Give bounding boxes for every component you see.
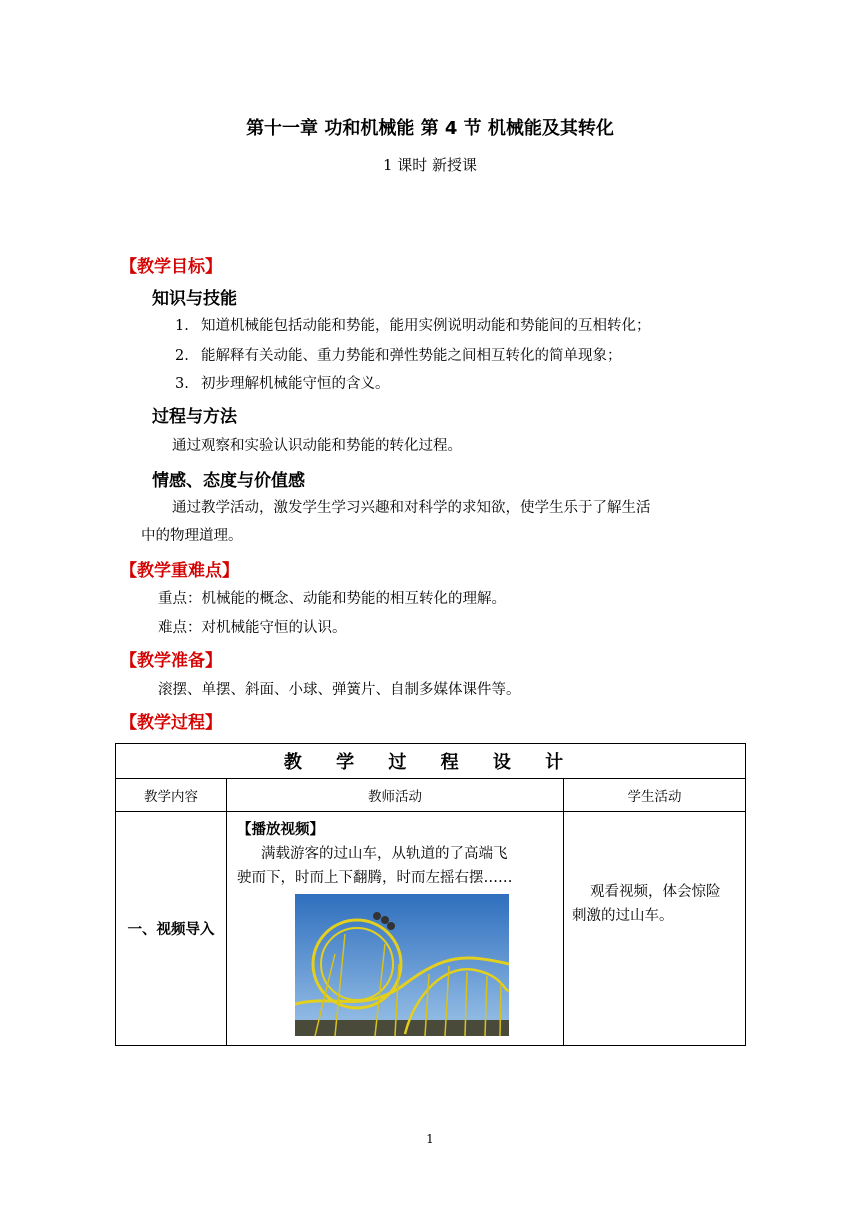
- teaching-process-table: [115, 743, 746, 1046]
- page-title: 第十一章 功和机械能 第 4 节 机械能及其转化: [246, 118, 614, 139]
- preparation-heading: 【教学准备】: [120, 651, 222, 671]
- table-title: 教 学 过 程 设 计: [116, 744, 746, 779]
- teacher-activity-heading: 【播放视频】: [237, 822, 324, 838]
- column-header-student: 学生活动: [564, 779, 746, 812]
- emotion-heading: 情感、态度与价值感: [152, 471, 305, 491]
- process-text: 通过观察和实验认识动能和势能的转化过程。: [172, 438, 462, 454]
- key-points-heading: 【教学重难点】: [120, 561, 239, 581]
- page-number: 1: [426, 1132, 434, 1146]
- table-row: [116, 812, 746, 1046]
- item-text: 能解释有关动能、重力势能和弹性势能之间相互转化的简单现象；: [201, 348, 622, 364]
- column-header-teacher: 教师活动: [227, 779, 564, 812]
- student-activity-cell: [564, 812, 746, 1046]
- difficult-point-text: 难点：对机械能守恒的认识。: [158, 620, 347, 636]
- key-point-text: 重点：机械能的概念、动能和势能的相互转化的理解。: [158, 591, 506, 607]
- teacher-activity-line2: 驶而下，时而上下翻腾，时而左摇右摆……: [237, 870, 513, 886]
- process-heading: 过程与方法: [152, 407, 237, 427]
- emotion-text-line2: 中的物理道理。: [141, 528, 243, 544]
- knowledge-item: [175, 316, 651, 336]
- roller-coaster-photo: [295, 894, 509, 1036]
- teacher-activity-line1: 满载游客的过山车，从轨道的了高端飞: [261, 846, 508, 862]
- item-number: 3.: [175, 376, 189, 392]
- emotion-text-line1: 通过教学活动，激发学生学习兴趣和对科学的求知欲，使学生乐于了解生活: [172, 500, 651, 516]
- item-text: 知道机械能包括动能和势能，能用实例说明动能和势能间的互相转化；: [201, 318, 651, 334]
- preparation-text: 滚摆、单摆、斜面、小球、弹簧片、自制多媒体课件等。: [158, 682, 521, 698]
- student-activity-line1: 观看视频，体会惊险: [590, 884, 721, 900]
- item-number: 1.: [175, 318, 189, 334]
- knowledge-heading: 知识与技能: [152, 289, 237, 309]
- objectives-heading: 【教学目标】: [120, 257, 222, 277]
- content-cell: 一、视频导入: [116, 812, 227, 1046]
- knowledge-item: [175, 346, 622, 366]
- column-header-content: 教学内容: [116, 779, 227, 812]
- page-subtitle: 1 课时 新授课: [382, 156, 478, 174]
- teaching-process-heading: 【教学过程】: [120, 713, 222, 733]
- item-text: 初步理解机械能守恒的含义。: [201, 376, 390, 392]
- student-activity-line2: 刺激的过山车。: [572, 908, 674, 924]
- knowledge-item: [175, 374, 390, 394]
- teacher-activity-cell: [227, 812, 564, 1046]
- item-number: 2.: [175, 348, 189, 364]
